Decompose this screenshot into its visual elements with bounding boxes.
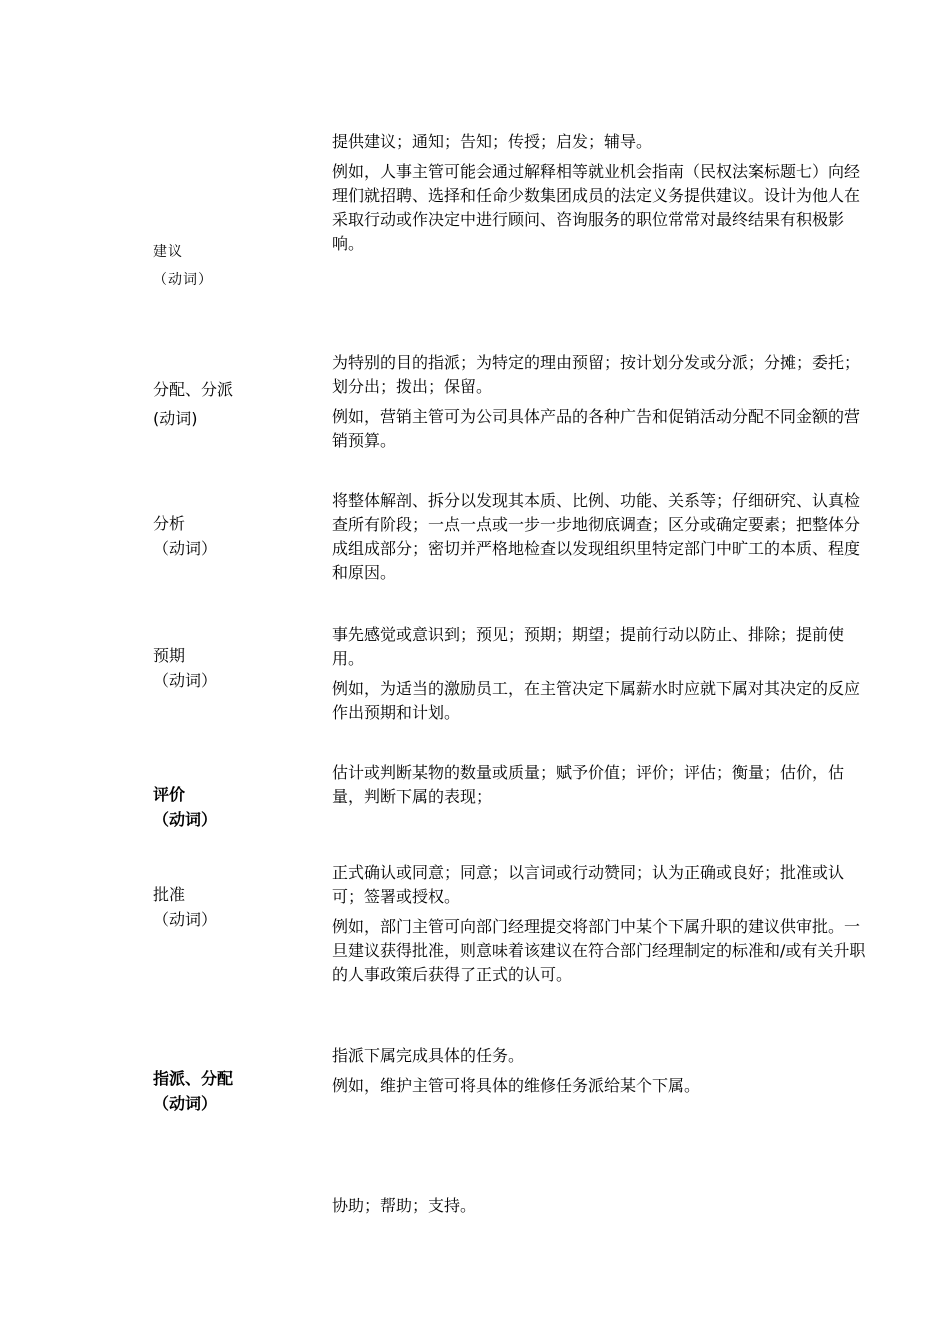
term-word: 评价: [153, 785, 186, 804]
definition-assist: [332, 1194, 870, 1224]
term-part-of-speech: （动词）: [153, 810, 218, 829]
term-part-of-speech: （动词）: [153, 1094, 218, 1113]
definition-anticipate: [332, 623, 870, 731]
term-approve: [153, 882, 313, 932]
definition-assign: [332, 1044, 870, 1104]
term-part-of-speech: （动词）: [153, 671, 218, 690]
definition-approve: [332, 861, 870, 993]
term-word: 批准: [153, 885, 186, 904]
term-anticipate: [153, 643, 313, 693]
definition-example: 例如，部门主管可向部门经理提交将部门中某个下属升职的建议供审批。一旦建议获得批准，则意味着该建议在符合部门经理制定的标准和/或有关升职的人事政策后获得了正式的认可。: [332, 917, 866, 984]
definition-example: 例如，人事主管可能会通过解释相等就业机会指南（民权法案标题七）向经理们就招聘、选择和任命少数集团成员的法定义务提供建议。设计为他人在采取行动或作决定中进行顾问、咨询服务的职位常常对最终结果有积极影响。: [332, 162, 861, 253]
term-part-of-speech: (动词): [153, 409, 198, 428]
term-word: 预期: [153, 646, 186, 665]
definition-example: 例如，营销主管可为公司具体产品的各种广告和促销活动分配不同金额的营销预算。: [332, 407, 861, 450]
term-word: 建议: [153, 244, 183, 260]
definition-text: 协助；帮助；支持。: [332, 1196, 477, 1215]
term-allocate: [153, 377, 313, 431]
term-part-of-speech: （动词）: [153, 910, 218, 929]
definition-analyze: [332, 489, 870, 591]
definition-text: 正式确认或同意；同意；以言词或行动赞同；认为正确或良好；批准或认可；签署或授权。: [332, 863, 845, 906]
term-part-of-speech: （动词）: [153, 539, 218, 558]
definition-example: 例如，为适当的激励员工，在主管决定下属薪水时应就下属对其决定的反应作出预期和计划。: [332, 679, 861, 722]
term-assign: [153, 1066, 313, 1116]
definition-text: 提供建议；通知；告知；传授；启发；辅导。: [332, 132, 653, 151]
term-word: 分析: [153, 514, 186, 533]
term-word: 指派、分配: [153, 1069, 234, 1088]
definition-example: 例如，维护主管可将具体的维修任务派给某个下属。: [332, 1076, 701, 1095]
term-analyze: [153, 511, 313, 561]
definition-allocate: [332, 351, 870, 459]
definition-text: 为特别的目的指派；为特定的理由预留；按计划分发或分派；分摊；委托；划分出；拨出；保留。: [332, 353, 861, 396]
definition-text: 将整体解剖、拆分以发现其本质、比例、功能、关系等；仔细研究、认真检查所有阶段；一点一点或一步一步地彻底调查；区分或确定要素；把整体分成组成部分；密切并严格地检查以发现组织里特定部门中旷工的本质、程度和原因。: [332, 491, 861, 582]
term-appraise: [153, 782, 313, 832]
term-advise: [153, 238, 313, 294]
term-word: 分配、分派: [153, 380, 234, 399]
term-part-of-speech: （动词）: [153, 272, 213, 288]
definition-text: 指派下属完成具体的任务。: [332, 1046, 525, 1065]
definition-text: 估计或判断某物的数量或质量；赋予价值；评价；评估；衡量；估价，估量，判断下属的表现；: [332, 763, 845, 806]
definition-text: 事先感觉或意识到；预见；预期；期望；提前行动以防止、排除；提前使用。: [332, 625, 845, 668]
definition-advise: [332, 130, 870, 262]
definition-appraise: [332, 761, 870, 815]
